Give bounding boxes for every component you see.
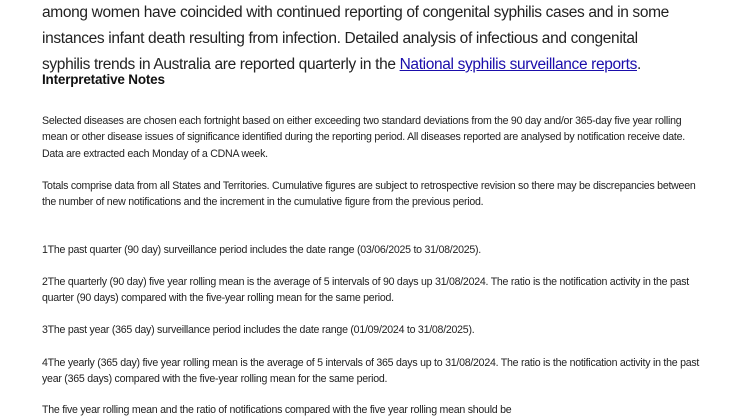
note-paragraph: The five year rolling mean and the ratio of notifications compared with the five year rolling mean should be xyxy=(42,404,512,416)
section-heading: Interpretative Notes xyxy=(42,72,165,87)
note-paragraph: 2The quarterly (90 day) five year rolling mean is the average of 5 intervals of 90 days up 31/08/2024. The ratio is the notification activity in the past quarter (90 days) compared with the five-year rolling mean for the same period. xyxy=(42,276,690,305)
intro-text: syphilis trends in Australia are reported quarterly in the xyxy=(42,56,400,73)
note-paragraph: Selected diseases are chosen each fortnight based on either exceeding two standard deviations from the 90 day and/or 365-day five year rolling mean or other disease issues of significance identified during the reporting period. All diseases reported are analysed by notification receive date. Data are extracted each Monday of a CDNA week. xyxy=(42,115,685,160)
note-paragraph: Totals comprise data from all States and Territories. Cumulative figures are subject to retrospective revision so there may be discrepancies between the number of new notifications and the increment in the cumulative figure from the previous period. xyxy=(42,180,696,209)
intro-line: among women have coincided with continued reporting of congenital syphilis cases and in some xyxy=(42,4,669,21)
note-paragraph: 3The past year (365 day) surveillance period includes the date range (01/09/2024 to 31/08/2025). xyxy=(42,324,475,336)
note-paragraph: 4The yearly (365 day) five year rolling mean is the average of 5 intervals of 365 days up to 31/08/2024. The ratio is the notification activity in the past year (365 days) compared with the five-year rolling mean for the same period. xyxy=(42,357,700,386)
intro-line: instances infant death resulting from infection. Detailed analysis of infectious and congenital xyxy=(42,30,638,47)
note-paragraph: 1The past quarter (90 day) surveillance period includes the date range (03/06/2025 to 31/08/2025). xyxy=(42,244,481,256)
intro-text: . xyxy=(636,56,641,73)
intro-paragraph xyxy=(42,0,702,78)
syphilis-reports-link[interactable]: National syphilis surveillance reports xyxy=(399,56,637,73)
